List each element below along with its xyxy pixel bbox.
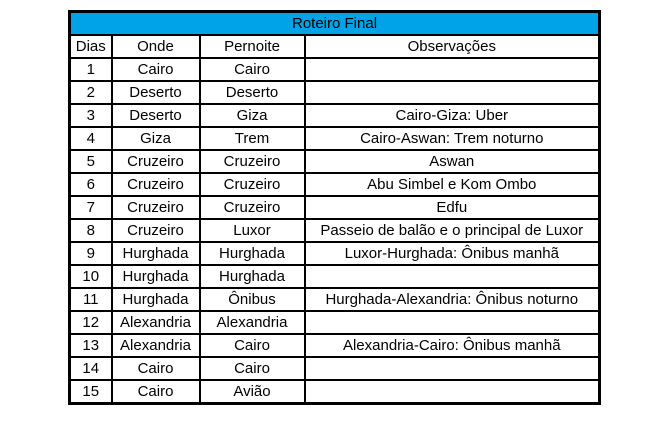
table-title: Roteiro Final: [70, 12, 600, 36]
cell-observacoes: [305, 311, 600, 334]
cell-observacoes: [305, 357, 600, 380]
cell-dias: 5: [70, 150, 112, 173]
cell-pernoite: Cruzeiro: [200, 196, 305, 219]
cell-observacoes: [305, 265, 600, 288]
cell-observacoes: Aswan: [305, 150, 600, 173]
cell-dias: 9: [70, 242, 112, 265]
cell-onde: Deserto: [112, 104, 200, 127]
table-row: [70, 265, 600, 288]
cell-dias: 10: [70, 265, 112, 288]
table-row: [70, 357, 600, 380]
table-row: [70, 311, 600, 334]
cell-onde: Hurghada: [112, 288, 200, 311]
header-observacoes: Observações: [305, 35, 600, 58]
table-row: [70, 334, 600, 357]
header-row: [70, 35, 600, 58]
cell-onde: Deserto: [112, 81, 200, 104]
cell-dias: 11: [70, 288, 112, 311]
cell-observacoes: Alexandria-Cairo: Ônibus manhã: [305, 334, 600, 357]
cell-dias: 6: [70, 173, 112, 196]
cell-pernoite: Luxor: [200, 219, 305, 242]
table-row: [70, 104, 600, 127]
cell-observacoes: Cairo-Aswan: Trem noturno: [305, 127, 600, 150]
cell-onde: Cairo: [112, 58, 200, 81]
cell-onde: Hurghada: [112, 265, 200, 288]
cell-observacoes: Luxor-Hurghada: Ônibus manhã: [305, 242, 600, 265]
cell-dias: 3: [70, 104, 112, 127]
cell-pernoite: Hurghada: [200, 242, 305, 265]
cell-dias: 4: [70, 127, 112, 150]
table-row: [70, 150, 600, 173]
table-row: [70, 242, 600, 265]
cell-pernoite: Trem: [200, 127, 305, 150]
cell-onde: Cruzeiro: [112, 173, 200, 196]
cell-pernoite: Hurghada: [200, 265, 305, 288]
table-row: [70, 127, 600, 150]
cell-pernoite: Cruzeiro: [200, 150, 305, 173]
cell-onde: Cairo: [112, 380, 200, 404]
table-row: [70, 81, 600, 104]
cell-onde: Cruzeiro: [112, 150, 200, 173]
cell-onde: Alexandria: [112, 311, 200, 334]
cell-pernoite: Cairo: [200, 357, 305, 380]
cell-onde: Cruzeiro: [112, 219, 200, 242]
cell-observacoes: [305, 58, 600, 81]
cell-observacoes: Passeio de balão e o principal de Luxor: [305, 219, 600, 242]
cell-onde: Alexandria: [112, 334, 200, 357]
title-row: [70, 12, 600, 36]
cell-dias: 15: [70, 380, 112, 404]
cell-observacoes: Abu Simbel e Kom Ombo: [305, 173, 600, 196]
cell-pernoite: Cruzeiro: [200, 173, 305, 196]
table-row: [70, 288, 600, 311]
table-row: [70, 173, 600, 196]
cell-pernoite: Alexandria: [200, 311, 305, 334]
table-row: [70, 196, 600, 219]
table-row: [70, 219, 600, 242]
cell-pernoite: Avião: [200, 380, 305, 404]
cell-onde: Giza: [112, 127, 200, 150]
table-row: [70, 58, 600, 81]
cell-dias: 8: [70, 219, 112, 242]
cell-dias: 7: [70, 196, 112, 219]
cell-dias: 13: [70, 334, 112, 357]
table-body: [70, 58, 600, 404]
cell-pernoite: Deserto: [200, 81, 305, 104]
cell-pernoite: Ônibus: [200, 288, 305, 311]
cell-observacoes: Hurghada-Alexandria: Ônibus noturno: [305, 288, 600, 311]
cell-observacoes: [305, 81, 600, 104]
cell-pernoite: Cairo: [200, 334, 305, 357]
itinerary-sheet: [68, 10, 601, 405]
cell-dias: 1: [70, 58, 112, 81]
header-onde: Onde: [112, 35, 200, 58]
cell-dias: 14: [70, 357, 112, 380]
cell-pernoite: Giza: [200, 104, 305, 127]
header-dias: Dias: [70, 35, 112, 58]
cell-onde: Cruzeiro: [112, 196, 200, 219]
table-row: [70, 380, 600, 404]
cell-onde: Hurghada: [112, 242, 200, 265]
cell-observacoes: Edfu: [305, 196, 600, 219]
cell-observacoes: Cairo-Giza: Uber: [305, 104, 600, 127]
header-pernoite: Pernoite: [200, 35, 305, 58]
cell-observacoes: [305, 380, 600, 404]
cell-dias: 12: [70, 311, 112, 334]
cell-onde: Cairo: [112, 357, 200, 380]
itinerary-table: [68, 10, 601, 405]
cell-dias: 2: [70, 81, 112, 104]
cell-pernoite: Cairo: [200, 58, 305, 81]
